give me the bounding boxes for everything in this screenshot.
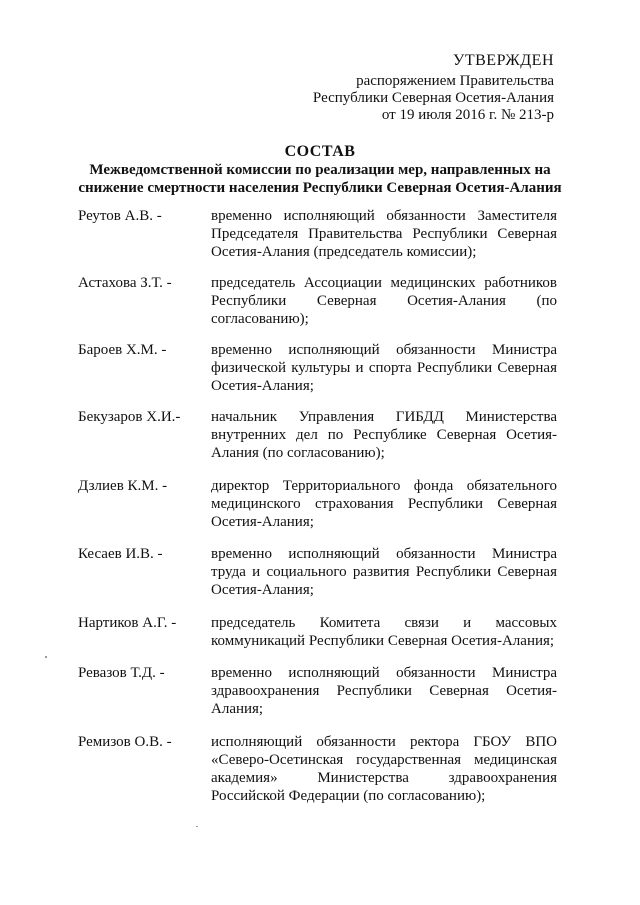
member-role: директор Территориального фонда обязательного медицинского страхования Республики Северная Осетия-Алания; [211, 478, 557, 530]
scan-speck [196, 826, 198, 827]
member-name: Кесаев И.В. - [78, 546, 163, 562]
document-title [0, 143, 640, 197]
member-role: председатель Комитета связи и массовых коммуникаций Республики Северная Осетия-Алания; [211, 615, 557, 649]
member-role: временно исполняющий обязанности Министра физической культуры и спорта Республики Северная Осетия-Алания; [211, 342, 557, 394]
member-role: начальник Управления ГИБДД Министерства внутренних дел по Республике Северная Осетия-Алания (по согласованию); [211, 409, 557, 461]
approval-line-2: Республики Северная Осетия-Алания [312, 90, 554, 106]
member-name: Астахова З.Т. - [78, 275, 172, 291]
member-name: Ревазов Т.Д. - [78, 665, 165, 681]
title-main: СОСТАВ [284, 143, 356, 160]
member-role: временно исполняющий обязанности Министра здравоохранения Республики Северная Осетия-Алания; [211, 665, 557, 717]
approval-stamp [313, 52, 554, 124]
member-name: Ремизов О.В. - [78, 734, 172, 750]
member-role: временно исполняющий обязанности Заместителя Председателя Правительства Республики Северная Осетия-Алания (председатель комиссии); [211, 208, 557, 260]
member-name: Нартиков А.Г. - [78, 615, 177, 631]
member-name: Бекузаров Х.И.- [78, 409, 181, 425]
member-role: исполняющий обязанности ректора ГБОУ ВПО «Северо-Осетинская государственная медицинская академия» Министерства здравоохранения Российской Федерации (по согласованию); [211, 734, 557, 804]
scan-speck [45, 656, 47, 658]
approval-line-3: от 19 июля 2016 г. № 213-р [381, 107, 554, 123]
title-line-3: снижение смертности населения Республики Северная Осетия-Алания [78, 180, 562, 196]
member-name: Бароев Х.М. - [78, 342, 167, 358]
approval-line-1: распоряжением Правительства [356, 73, 554, 89]
member-role: временно исполняющий обязанности Министра труда и социального развития Республики Северная Осетия-Алания; [211, 546, 557, 598]
member-role: председатель Ассоциации медицинских работников Республики Северная Осетия-Алания (по согласованию); [211, 275, 557, 327]
title-line-2: Межведомственной комиссии по реализации мер, направленных на [89, 162, 551, 178]
approval-heading: УТВЕРЖДЕН [453, 52, 554, 69]
member-name: Реутов А.В. - [78, 208, 162, 224]
member-name: Дзлиев К.М. - [78, 478, 168, 494]
